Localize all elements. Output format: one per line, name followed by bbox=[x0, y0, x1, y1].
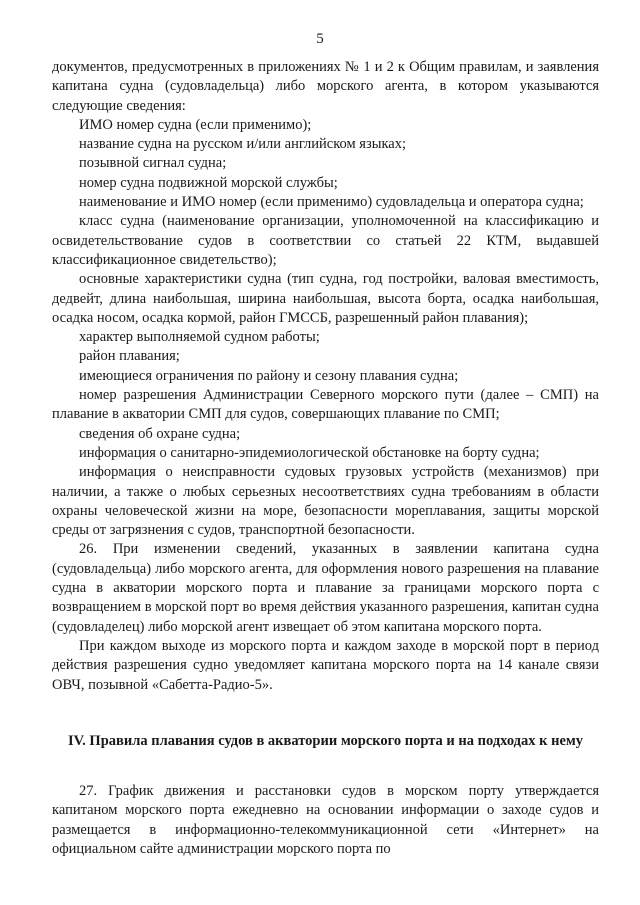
list-item: номер разрешения Администрации Северного морского пути (далее – СМП) на плавание в акватории СМП для судов, совершающих плавание по СМП; bbox=[52, 387, 599, 423]
list-item: информация о неисправности судовых грузовых устройств (механизмов) при наличии, а также о любых серьезных несоответствиях судна требованиям в области охраны человеческой жизни на море, безопасности мореплавания, защиты морской среды от загрязнения с судов, транспортной безопасности. bbox=[52, 464, 599, 539]
section-heading: IV. Правила плавания судов в акватории морского порта и на подходах к нему bbox=[67, 732, 584, 749]
list-item: название судна на русском и/или английском языках; bbox=[79, 136, 406, 153]
page-number: 5 bbox=[316, 31, 324, 47]
paragraph-26: 26. При изменении сведений, указанных в заявлении капитана судна (судовладельца) либо морского агента, для оформления нового разрешения на плавание судна в акватории морского порта и плавание за границами морского порта с возвращением в морской порт во время действия указанного разрешения, капитан судна (судовладелец) либо морской агент извещает об этом капитана морского порта. bbox=[52, 541, 599, 635]
paragraph: При каждом выходе из морского порта и каждом заходе в морской порт в период действия разрешения судно уведомляет капитана морского порта на 14 канале связи ОВЧ, позывной «Сабетта-Радио-5». bbox=[52, 637, 599, 693]
list-item: класс судна (наименование организации, уполномоченной на классификацию и освидетельствование судов в соответствии со статьей 22 КТМ, выдавшей классификационное свидетельство); bbox=[52, 213, 599, 268]
list-item: характер выполняемой судном работы; bbox=[79, 329, 320, 346]
list-item: район плавания; bbox=[79, 348, 180, 365]
list-item: номер судна подвижной морской службы; bbox=[79, 174, 338, 191]
document-body bbox=[52, 58, 599, 859]
list-item: наименование и ИМО номер (если применимо) судовладельца и оператора судна; bbox=[79, 194, 584, 211]
list-item: информация о санитарно-эпидемиологической обстановке на борту судна; bbox=[79, 444, 540, 461]
list-item: основные характеристики судна (тип судна, год постройки, валовая вместимость, дедвейт, длина наибольшая, ширина наибольшая, высота борта, осадка наибольшая, осадка носом, осадка кормой, район ГМССБ, разрешенный район плавания); bbox=[52, 271, 599, 326]
list-item: позывной сигнал судна; bbox=[79, 155, 227, 172]
list-item: ИМО номер судна (если применимо); bbox=[79, 116, 312, 133]
paragraph-27: 27. График движения и расстановки судов в морском порту утверждается капитаном морского порта ежедневно на основании информации о заходе судов и размещается в информационно-телекоммуникационной сети «Интернет» на официальном сайте администрации морского порта по bbox=[52, 783, 599, 857]
list-item: имеющиеся ограничения по району и сезону плавания судна; bbox=[79, 367, 459, 384]
list-item: сведения об охране судна; bbox=[79, 425, 241, 442]
paragraph: документов, предусмотренных в приложениях № 1 и 2 к Общим правилам, и заявления капитана судна (судовладельца) либо морского агента, в котором указываются следующие сведения: bbox=[52, 59, 599, 114]
